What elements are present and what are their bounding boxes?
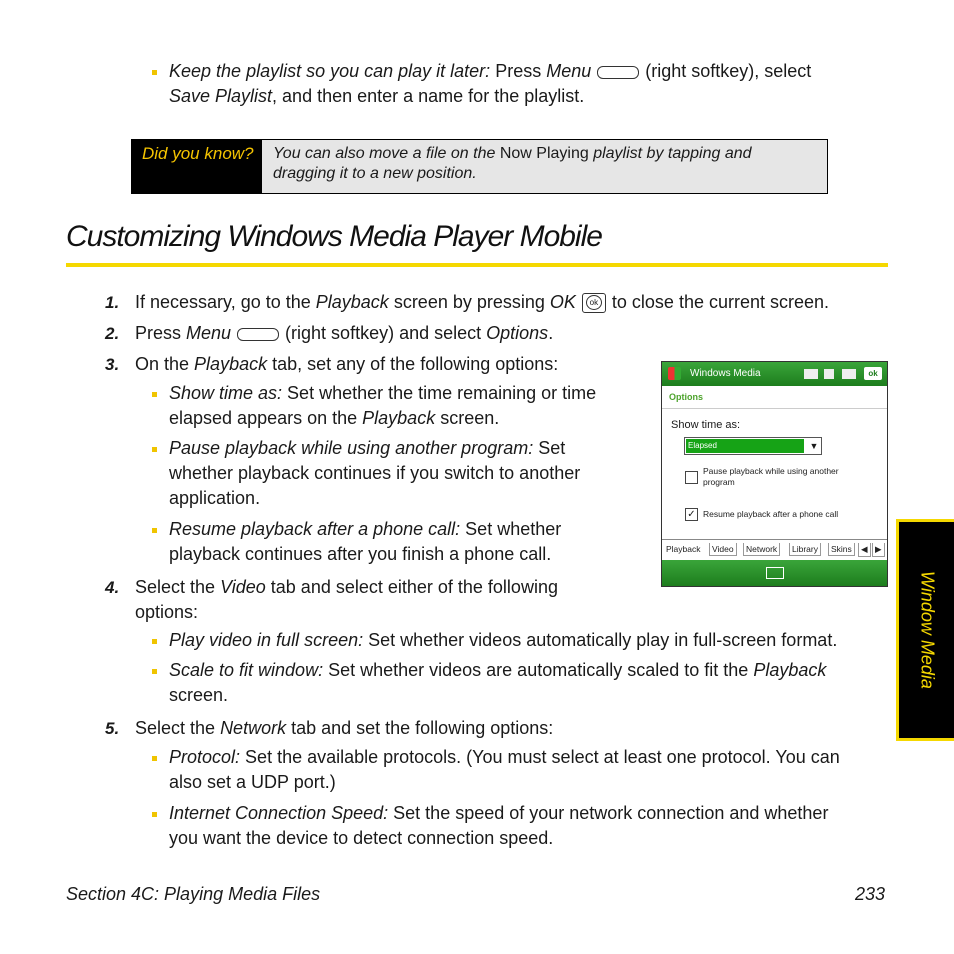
protocol-option: Protocol: Set the available protocols. (You must select at least one protocol. You can also set a UDP port.) xyxy=(169,747,840,792)
phone-tab: Video xyxy=(709,543,737,556)
save-playlist-label: Save Playlist xyxy=(169,86,273,106)
intro-bullet-line2: Save Playlist, and then enter a name for the playlist. xyxy=(169,86,585,106)
full-screen-option: Play video in full screen: Set whether videos automatically play in full-screen format. xyxy=(169,630,838,650)
bullet-marker xyxy=(152,392,157,397)
step-number: 5. xyxy=(105,719,120,738)
phone-title-bar xyxy=(662,362,887,386)
step-5: Select the Network tab and set the following options: xyxy=(135,718,554,738)
speed-option: Internet Connection Speed: Set the speed of your network connection and whether you want the device to detect connection speed. xyxy=(169,803,829,848)
phone-ok-button: ok xyxy=(864,367,882,380)
dropdown-arrow-icon: ▼ xyxy=(809,441,819,451)
softkey-icon xyxy=(597,66,639,79)
scale-option: Scale to fit window: Set whether videos are automatically scaled to fit the Playback screen. xyxy=(169,660,827,705)
phone-tab: Library xyxy=(789,543,821,556)
bullet-marker xyxy=(152,812,157,817)
step-number: 3. xyxy=(105,355,120,374)
step-4: Select the Video tab and select either of the following options: xyxy=(135,577,558,622)
heading-rule xyxy=(66,263,888,267)
bullet-marker xyxy=(152,756,157,761)
side-tab-label: Window Media xyxy=(917,571,937,689)
menu-label: Menu xyxy=(546,61,592,81)
bullet-marker xyxy=(152,528,157,533)
signal-icon xyxy=(804,369,818,379)
battery-icon xyxy=(842,369,856,379)
did-you-know-label: Did you know? xyxy=(132,140,262,193)
footer-section-title: Section 4C: Playing Media Files xyxy=(66,884,321,904)
step-3: On the Playback tab, set any of the following options: xyxy=(135,354,559,374)
phone-show-time-label: Show time as: xyxy=(671,419,741,431)
phone-tab-strip xyxy=(662,539,887,560)
phone-title: Windows Media xyxy=(690,368,761,379)
phone-options-title: Options xyxy=(669,392,703,402)
phone-checkbox-resume: ✓ xyxy=(685,508,698,521)
bullet-lead: Keep the playlist so you can play it later: xyxy=(169,61,491,81)
ok-key-icon xyxy=(582,293,606,313)
antenna-icon xyxy=(824,369,834,379)
step-number: 2. xyxy=(105,324,120,343)
step-number: 1. xyxy=(105,293,120,312)
page-number: 233 xyxy=(855,884,886,904)
softkey-icon xyxy=(237,328,279,341)
tab-scroll-right-icon: ▶ xyxy=(872,543,885,557)
phone-tab: Network xyxy=(743,543,780,556)
section-heading: Customizing Windows Media Player Mobile xyxy=(66,220,602,253)
bullet-marker xyxy=(152,669,157,674)
phone-tab: Skins xyxy=(828,543,855,556)
bullet-marker xyxy=(152,639,157,644)
pause-option: Pause playback while using another program: Set whether playback continues if you switch to another application. xyxy=(169,438,581,508)
phone-select-value: Elapsed xyxy=(686,439,804,453)
did-you-know-text: You can also move a file on the Now Playing playlist by tapping and dragging it to a new position. xyxy=(273,145,752,182)
phone-checkbox-pause xyxy=(685,471,698,484)
step-number: 4. xyxy=(105,578,120,597)
step-1: If necessary, go to the Playback screen by pressing OKok to close the current screen. xyxy=(135,290,829,315)
resume-option: Resume playback after a phone call: Set whether playback continues after you finish a phone call. xyxy=(169,519,562,564)
phone-checkbox-pause-label: Pause playback while using another program xyxy=(703,466,839,487)
bullet-marker xyxy=(152,447,157,452)
phone-softkey-bar xyxy=(662,560,887,586)
section-side-tab xyxy=(896,519,954,741)
bullet-marker xyxy=(152,70,157,75)
did-you-know-box xyxy=(131,139,828,194)
phone-checkbox-resume-label: Resume playback after a phone call xyxy=(703,509,839,519)
phone-screenshot xyxy=(661,361,888,587)
step-2: Press Menu (right softkey) and select Options. xyxy=(135,323,554,343)
windows-start-icon xyxy=(668,367,681,380)
keyboard-icon xyxy=(766,567,784,579)
phone-divider xyxy=(662,408,887,409)
tab-scroll-left-icon: ◀ xyxy=(858,543,871,557)
phone-show-time-select xyxy=(684,437,822,455)
intro-bullet-line1: Keep the playlist so you can play it later: Press Menu (right softkey), select xyxy=(169,61,812,81)
phone-tab: Playback xyxy=(666,544,701,554)
show-time-option: Show time as: Set whether the time remaining or time elapsed appears on the Playback screen. xyxy=(169,383,597,428)
